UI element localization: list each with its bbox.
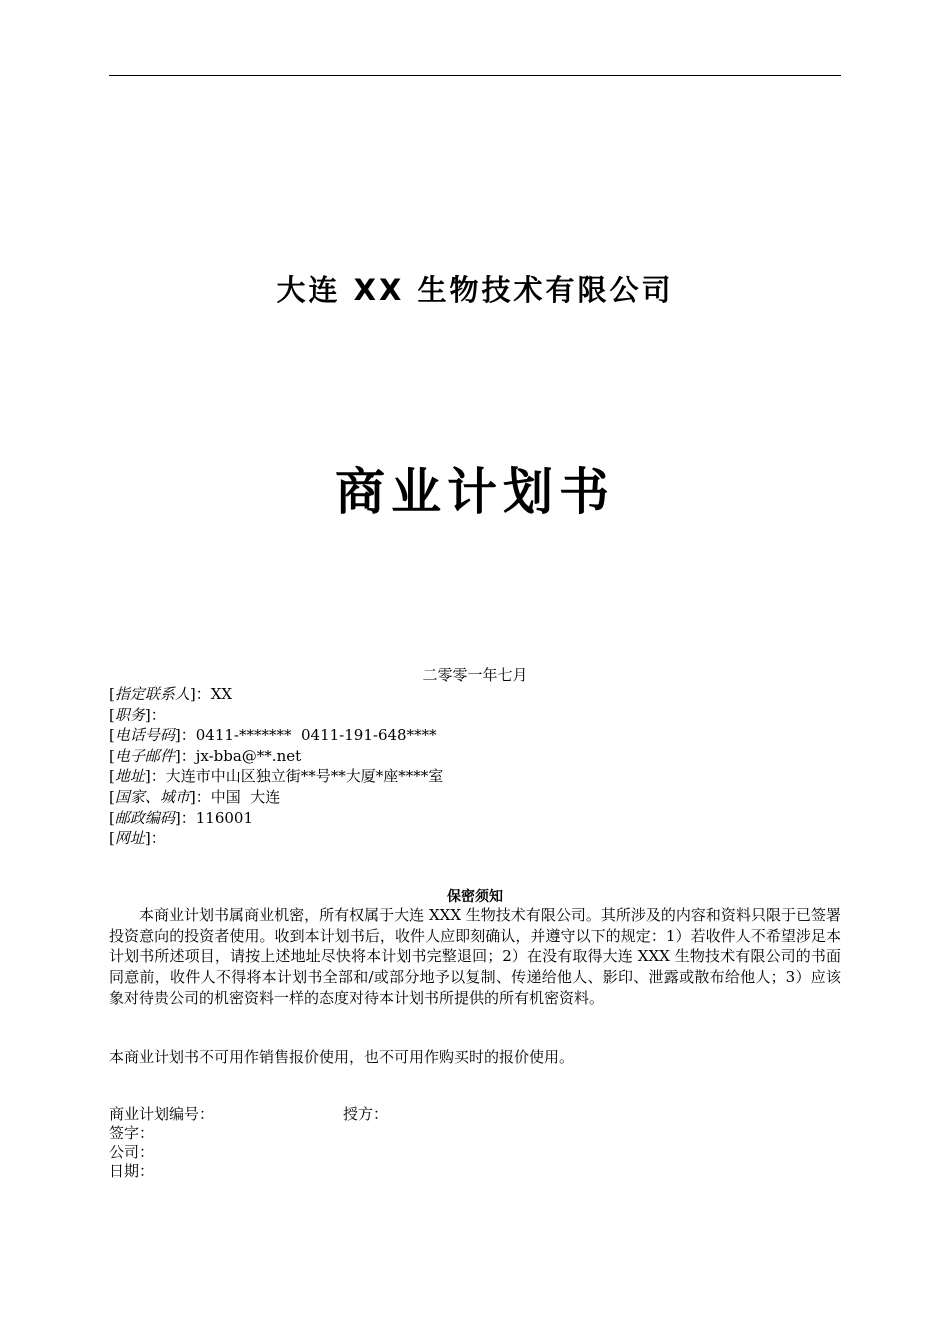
document-date: 二零零一年七月 [422,666,528,684]
contact-label: 邮政编码 [114,808,175,827]
signature-row-company [109,1143,841,1162]
signature-row-date [109,1162,841,1181]
contact-label: 指定联系人 [114,685,190,703]
usage-note: 本商业计划书不可用作销售报价使用，也不可用作购买时的报价使用。 [109,1048,575,1066]
contact-label: 电子邮件 [114,746,175,765]
contact-label: 电话号码 [114,726,175,745]
contact-row-website: [网址]： [109,829,166,848]
contact-value: ： [150,829,166,848]
signature-row-plan-number [109,1105,841,1124]
contact-label: 地址 [114,767,145,786]
contact-row-postcode: [邮政编码]：116001 [109,808,253,827]
contact-label: 职务 [114,705,145,724]
contact-row-position: [职务]： [109,705,166,724]
confidentiality-heading: 保密须知 [447,889,503,905]
signature-row-sign [109,1124,841,1143]
contact-value: ：大连市中山区独立街**号**大厦*座****室 [150,767,444,786]
contact-value: ：0411-******* 0411-191-648**** [180,726,437,745]
document-title: 商业计划书 [335,463,615,521]
contact-row-phone: [电话号码]：0411-******* 0411-191-648**** [109,726,437,745]
confidentiality-body: 本商业计划书属商业机密，所有权属于大连 XXX 生物技术有限公司。其所涉及的内容和资料只限于已签署投资意向的投资者使用。收到本计划书后，收件人应即刻确认，并遵守以下的规定：1）若收件人不希望涉足本计划书所述项目，请按上述地址尽快将本计划书完整退回；2）在没有取得大连 XXX 生物技术有限公司的书面同意前，收件人不得将本计划书全部和/或部分地予以复制、传递给他人、影印、泄露或散布给他人；3）应该象对待贵公司的机密资料一样的态度对待本计划书所提供的所有机密资料。 [109,906,841,1007]
contact-value: ： [150,705,166,724]
plan-number-label: 商业计划编号： [109,1105,215,1123]
contact-block [109,684,443,849]
signature-label: 签字： [109,1124,155,1142]
contact-value: ：中国 大连 [195,787,281,806]
company-name: 大连 XX 生物技术有限公司 [276,273,674,307]
contact-row-address: [地址]：大连市中山区独立街**号**大厦*座****室 [109,767,444,786]
contact-value: ：jx-bba@**.net [180,746,302,765]
contact-row-email: [电子邮件]：jx-bba@**.net [109,746,302,765]
contact-label: 网址 [114,829,145,848]
header-rule [109,75,841,76]
contact-value: ：116001 [180,808,253,827]
signature-block [109,1105,841,1181]
contact-value: ：XX [195,685,233,703]
company-label: 公司： [109,1143,155,1161]
grantor-label: 授方： [343,1105,389,1123]
contact-row-country-city: [国家、城市]：中国 大连 [109,787,281,806]
contact-row-contact-person: [指定联系人]：XX [109,685,233,703]
date-label: 日期： [109,1162,155,1180]
contact-label: 国家、城市 [114,787,190,806]
